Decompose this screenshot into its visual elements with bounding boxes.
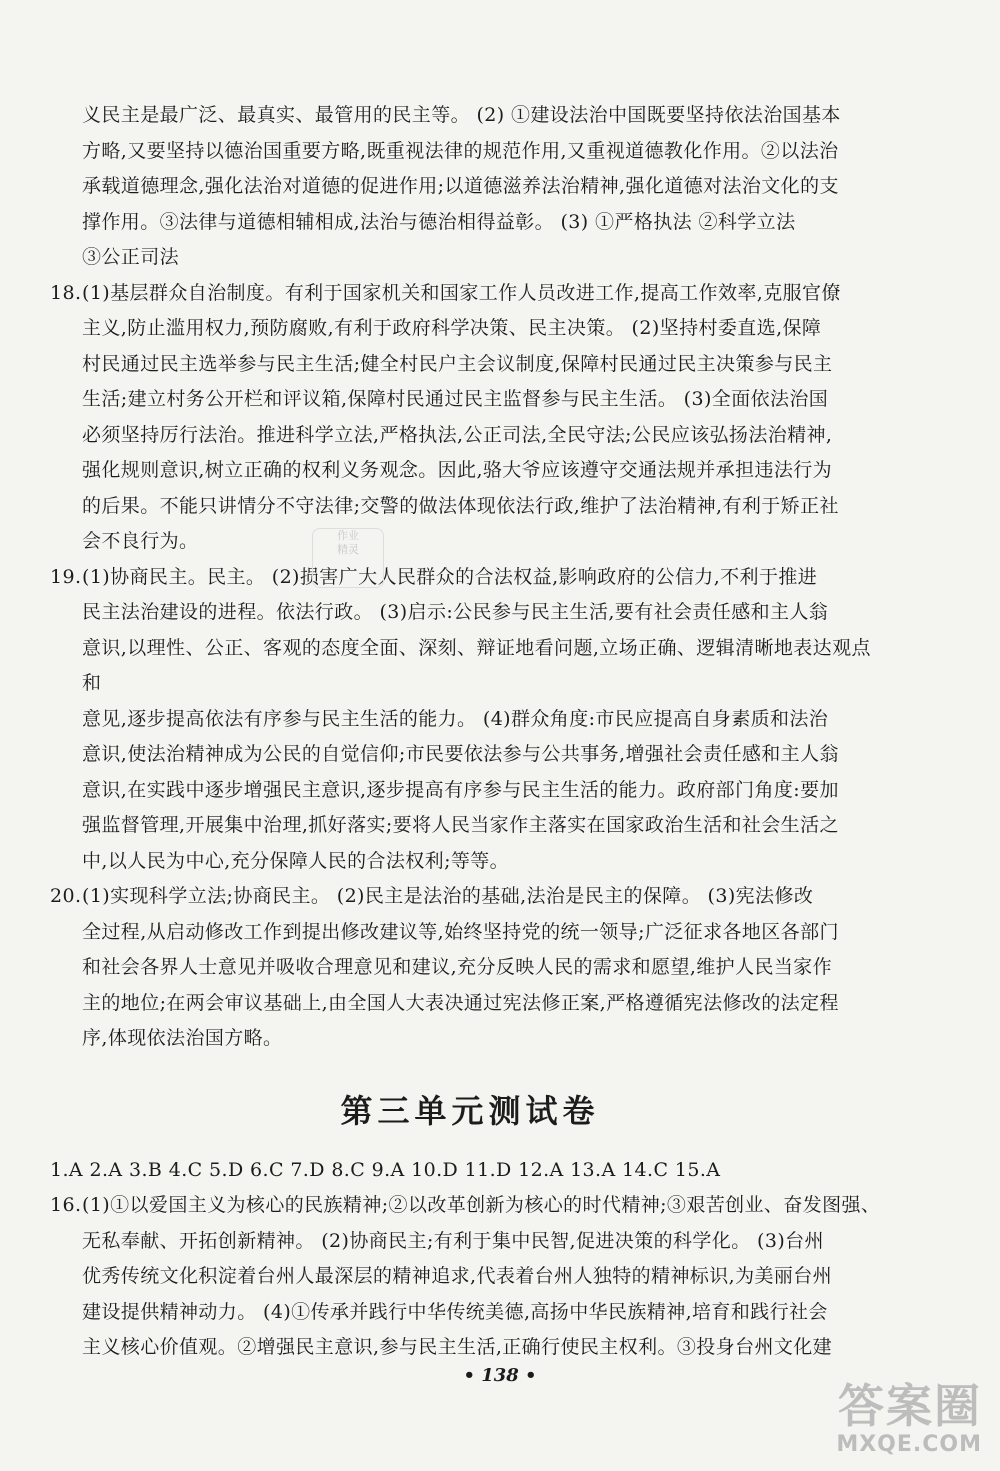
text-line: 意见,逐步提高依法有序参与民主生活的能力。 (4)群众角度:市民应提高自身素质和法治 [82, 707, 829, 730]
item-19 [50, 560, 890, 880]
text-line: 义民主是最广泛、最真实、最管用的民主等。 (2) ①建设法治中国既要坚持依法治国基本 [82, 104, 841, 126]
text-line: 会不良行为。 [82, 530, 199, 552]
text-line: 无私奉献、开拓创新精神。 (2)协商民主;有利于集中民智,促进决策的科学化。 (3)台州 [82, 1229, 824, 1252]
text-line: 方略,又要坚持以德治国重要方略,既重视法律的规范作用,又重视道德教化作用。②以法治 [82, 139, 839, 162]
text-line: ③公正司法 [82, 246, 180, 268]
text-line: 序,体现依法治国方略。 [82, 1027, 283, 1049]
text-line: 主义核心价值观。②增强民主意识,参与民主生活,正确行使民主权利。③投身台州文化建 [82, 1336, 833, 1358]
section-title: 第三单元测试卷 [340, 1091, 600, 1130]
text-line: (1)基层群众自治制度。有利于国家机关和国家工作人员改进工作,提高工作效率,克服官僚 [82, 281, 841, 304]
item-number: 19. [50, 565, 82, 588]
text-line: (1)协商民主。民主。 (2)损害广大人民群众的合法权益,影响政府的公信力,不利于推进 [82, 565, 818, 588]
item-16 [50, 1188, 890, 1366]
page-number: • 138 • [463, 1365, 537, 1386]
text-line: 中,以人民为中心,充分保障人民的合法权利;等等。 [82, 849, 510, 872]
text-line: 主义,防止滥用权力,预防腐败,有利于政府科学决策、民主决策。 (2)坚持村委直选,保障 [82, 317, 822, 339]
text-line: (1)①以爱国主义为核心的民族精神;②以改革创新为核心的时代精神;③艰苦创业、奋发图强、 [82, 1194, 881, 1216]
watermark-logo-text: 答案圈 [838, 1379, 982, 1433]
item-18 [50, 276, 890, 560]
text-line: 必须坚持厉行法治。推进科学立法,严格执法,公正司法,全民守法;公民应该弘扬法治精神, [82, 423, 833, 446]
text-line: 优秀传统文化积淀着台州人最深层的精神追求,代表着台州人独特的精神标识,为美丽台州 [82, 1265, 833, 1287]
item-number: 18. [50, 281, 82, 304]
text-line: 的后果。不能只讲情分不守法律;交警的做法体现依法行政,维护了法治精神,有利于矫正社 [82, 494, 839, 517]
text-line: 全过程,从启动修改工作到提出修改建议等,始终坚持党的统一领导;广泛征求各地区各部门 [82, 920, 839, 943]
text-line: 意识,以理性、公正、客观的态度全面、深刻、辩证地看问题,立场正确、逻辑清晰地表达观点和 [82, 636, 871, 694]
text-line: 和社会各界人士意见并吸收合理意见和建议,充分反映人民的需求和愿望,维护人民当家作 [82, 956, 833, 978]
text-line: 主的地位;在两会审议基础上,由全国人大表决通过宪法修正案,严格遵循宪法修改的法定程 [82, 991, 839, 1014]
multiple-choice-answers: 1.A 2.A 3.B 4.C 5.D 6.C 7.D 8.C 9.A 10.D 11.D 12.A 13.A 14.C 15.A [50, 1158, 721, 1181]
watermark-url: MXQE.COM [836, 1432, 982, 1457]
item-20 [50, 879, 890, 1057]
text-line: 村民通过民主选举参与民主生活;健全村民户主会议制度,保障村民通过民主决策参与民主 [82, 352, 833, 375]
text-line: 生活;建立村务公开栏和评议箱,保障村民通过民主监督参与民主生活。 (3)全面依法治国 [82, 388, 829, 410]
text-line: 承载道德理念,强化法治对道德的促进作用;以道德滋养法治精神,强化道德对法治文化的支 [82, 175, 839, 197]
item-number: 20. [50, 885, 82, 907]
text-line: (1)实现科学立法;协商民主。 (2)民主是法治的基础,法治是民主的保障。 (3)宪法修改 [82, 885, 814, 907]
text-line: 强化规则意识,树立正确的权利义务观念。因此,骆大爷应该遵守交通法规并承担违法行为 [82, 459, 833, 481]
item-number: 16. [50, 1194, 82, 1216]
faint-stamp: 作业 精灵 [312, 528, 384, 588]
item-17-continuation [50, 98, 890, 276]
answer-page [50, 98, 890, 1366]
text-line: 撑作用。③法律与道德相辅相成,法治与德治相得益彰。 (3) ①严格执法 ②科学立法 [82, 210, 796, 233]
text-line: 民主法治建设的进程。依法行政。 (3)启示:公民参与民主生活,要有社会责任感和主人翁 [82, 601, 829, 623]
text-line: 意识,使法治精神成为公民的自觉信仰;市民要依法参与公共事务,增强社会责任感和主人翁 [82, 743, 839, 765]
text-line: 建设提供精神动力。 (4)①传承并践行中华传统美德,高扬中华民族精神,培育和践行社会 [82, 1300, 828, 1323]
text-line: 意识,在实践中逐步增强民主意识,逐步提高有序参与民主生活的能力。政府部门角度:要加 [82, 778, 839, 801]
text-line: 强监督管理,开展集中治理,抓好落实;要将人民当家作主落实在国家政治生活和社会生活之 [82, 814, 839, 836]
site-watermark [782, 1380, 982, 1460]
